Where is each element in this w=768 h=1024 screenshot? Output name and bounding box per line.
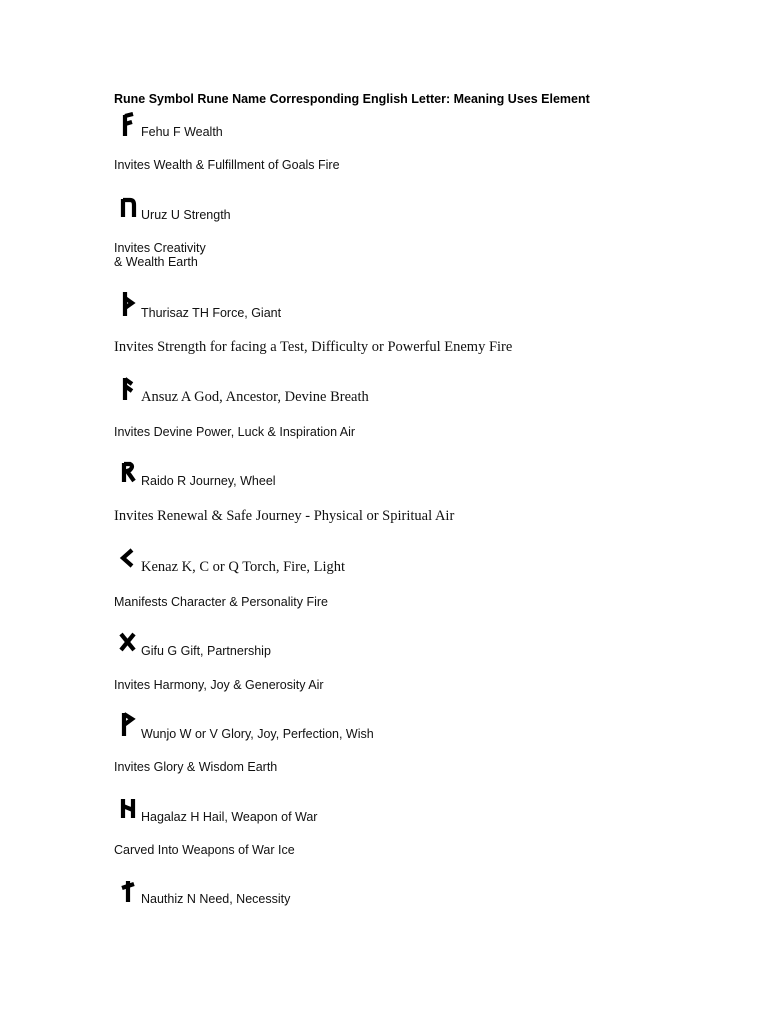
- ansuz-rune-icon: [118, 376, 140, 404]
- nauthiz-rune-icon: [118, 878, 140, 906]
- rune-description: Carved Into Weapons of War Ice: [114, 843, 295, 857]
- uruz-rune-icon: [118, 195, 140, 223]
- rune-description: Invites Harmony, Joy & Generosity Air: [114, 678, 324, 692]
- rune-label: Hagalaz H Hail, Weapon of War: [141, 810, 318, 824]
- rune-label: Gifu G Gift, Partnership: [141, 644, 271, 658]
- wunjo-rune-icon: [118, 710, 140, 738]
- hagalaz-rune-icon: [118, 796, 140, 824]
- raido-rune-icon: [118, 460, 140, 488]
- gifu-rune-icon: [118, 630, 140, 658]
- rune-description: Invites Strength for facing a Test, Difficulty or Powerful Enemy Fire: [114, 339, 513, 355]
- rune-description: Invites Devine Power, Luck & Inspiration Air: [114, 425, 356, 439]
- thurisaz-rune-icon: [118, 290, 140, 318]
- rune-description-line1: Invites Creativity: [114, 241, 206, 255]
- rune-label: Wunjo W or V Glory, Joy, Perfection, Wish: [141, 727, 374, 741]
- rune-label: Fehu F Wealth: [141, 125, 223, 139]
- rune-description: Manifests Character & Personality Fire: [114, 595, 328, 609]
- rune-label: Raido R Journey, Wheel: [141, 474, 276, 488]
- rune-label: Kenaz K, C or Q Torch, Fire, Light: [141, 559, 346, 575]
- rune-description: Invites Glory & Wisdom Earth: [114, 760, 278, 774]
- rune-description-line2: & Wealth Earth: [114, 255, 198, 269]
- rune-description: Invites Wealth & Fulfillment of Goals Fire: [114, 158, 340, 172]
- table-heading: Rune Symbol Rune Name Corresponding English Letter: Meaning Uses Element: [114, 92, 590, 106]
- rune-label: Uruz U Strength: [141, 208, 231, 222]
- kenaz-rune-icon: [118, 546, 140, 574]
- rune-label: Nauthiz N Need, Necessity: [141, 892, 291, 906]
- rune-description: Invites Renewal & Safe Journey - Physical or Spiritual Air: [114, 508, 455, 524]
- fehu-rune-icon: [118, 112, 140, 140]
- rune-label: Thurisaz TH Force, Giant: [141, 306, 282, 320]
- rune-label: Ansuz A God, Ancestor, Devine Breath: [141, 389, 369, 405]
